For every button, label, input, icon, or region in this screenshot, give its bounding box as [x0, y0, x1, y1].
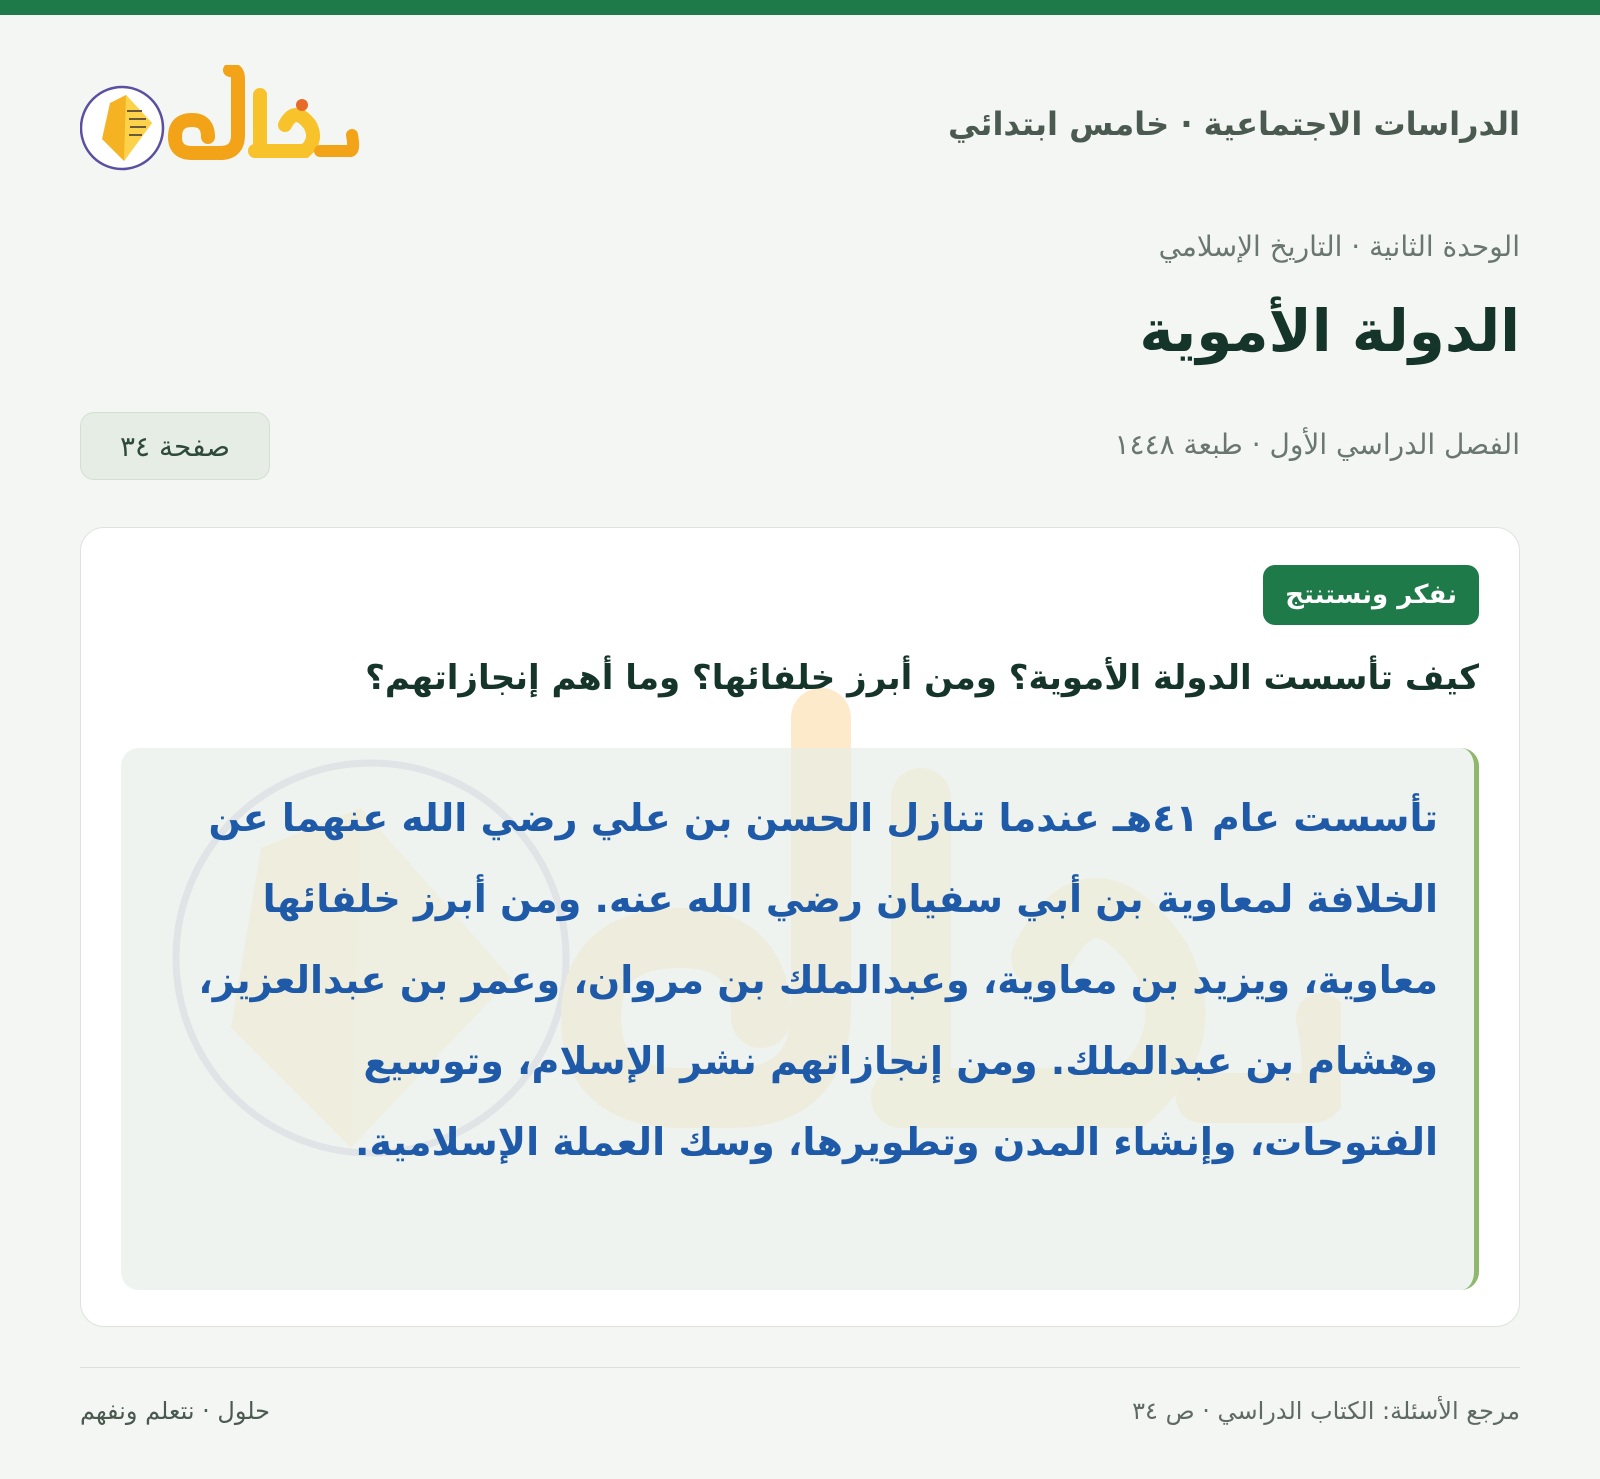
hulul-logo[interactable] [80, 65, 360, 175]
question-card [80, 527, 1520, 1327]
top-accent-bar [0, 0, 1600, 15]
footer-divider [80, 1367, 1520, 1368]
answer-box [121, 748, 1479, 1290]
lesson-title: الدولة الأموية [1139, 297, 1520, 365]
footer-brand: حلول · نتعلم ونفهم [80, 1397, 270, 1425]
think-conclude-badge: نفكر ونستنتج [1263, 565, 1479, 625]
edition-line: الفصل الدراسي الأول · طبعة ١٤٤٨ [1114, 428, 1520, 461]
footer-reference: مرجع الأسئلة: الكتاب الدراسي · ص ٣٤ [1132, 1397, 1520, 1425]
subject-title: الدراسات الاجتماعية · خامس ابتدائي [948, 105, 1520, 143]
page-number-badge: صفحة ٣٤ [80, 412, 270, 480]
page-header [80, 65, 1520, 195]
answer-text: تأسست عام ٤١هـ عندما تنازل الحسن بن علي رضي الله عنهما عن الخلافة لمعاوية بن أبي سفيان رضي الله عنه. ومن أبرز خلفائها معاوية، ويزيد بن معاوية، وعبدالملك بن مروان، وعمر بن عبدالعزيز، وهشام بن عبدالملك. ومن إنجازاتهم نشر الإسلام، وتوسيع الفتوحات، وإنشاء المدن وتطويرها، وسك العملة الإسلامية. [198, 796, 1438, 1164]
question-text: كيف تأسست الدولة الأموية؟ ومن أبرز خلفائها؟ وما أهم إنجازاتهم؟ [365, 658, 1479, 698]
unit-line: الوحدة الثانية · التاريخ الإسلامي [1158, 230, 1520, 263]
